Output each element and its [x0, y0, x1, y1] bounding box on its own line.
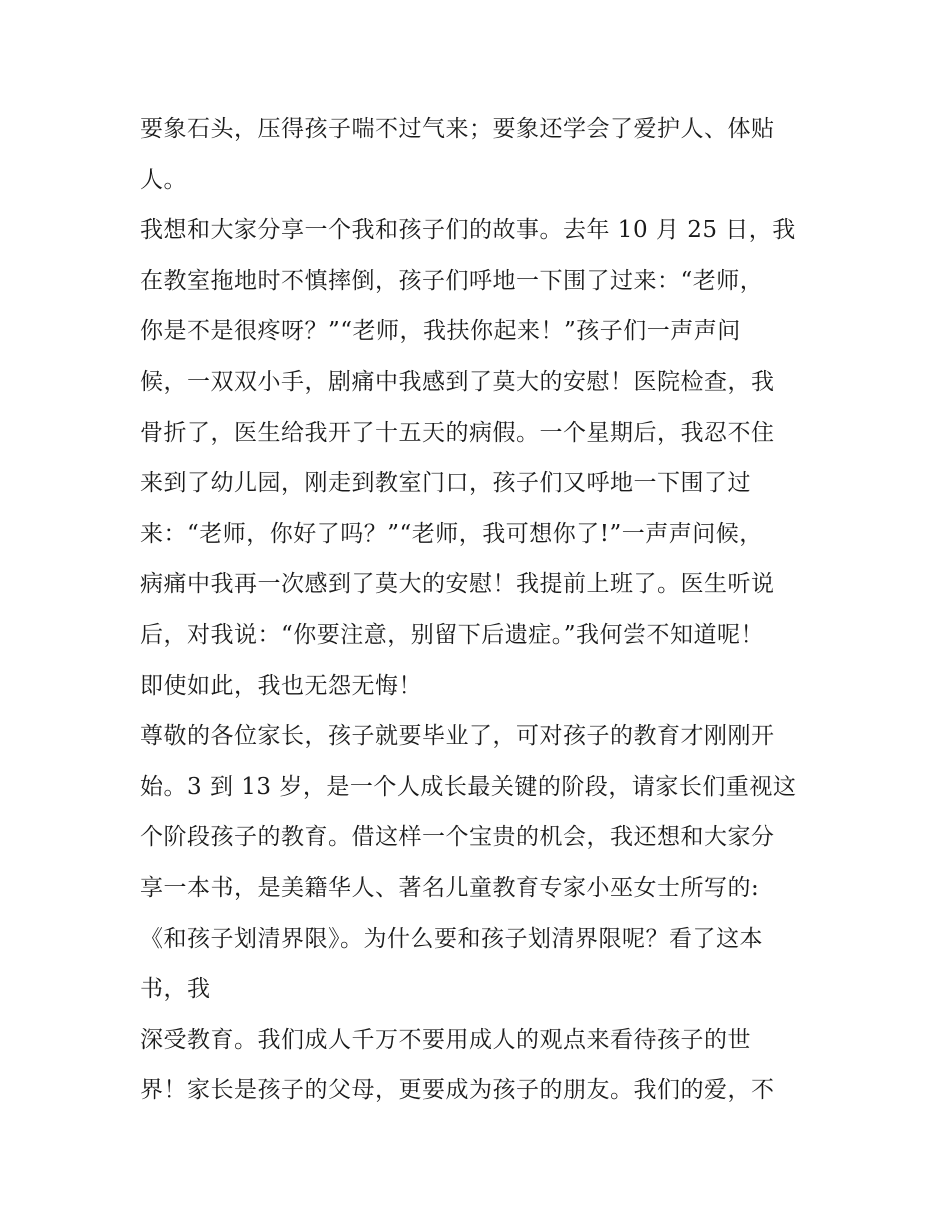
text-line: 深受教育。我们成人千万不要用成人的观点来看待孩子的世: [140, 1026, 751, 1053]
text-line: 要象石头，压得孩子喘不过气来；要象还学会了爱护人、体贴: [140, 116, 775, 142]
text-line: 尊敬的各位家长，孩子就要毕业了，可对孩子的教育才刚刚开: [140, 723, 775, 750]
text-line: 始。3 到 13 岁，是一个人成长最关键的阶段，请家长们重视这: [140, 773, 797, 800]
text-line: 候，一双双小手，剧痛中我感到了莫大的安慰！医院检查，我: [140, 368, 775, 395]
body-text: [140, 104, 820, 1116]
text-line: 享一本书，是美籍华人、著名儿童教育专家小巫女士所写的:: [140, 874, 760, 901]
text-line: 在教室拖地时不慎摔倒，孩子们呼地一下围了过来：“老师，: [140, 267, 764, 294]
text-line: 界！家长是孩子的父母，更要成为孩子的朋友。我们的爱，不: [140, 1077, 775, 1104]
text-line: 来：“老师，你好了吗？”“老师，我可想你了!”一声声问候，: [140, 520, 763, 547]
text-line: 人。: [140, 166, 187, 193]
text-line: 骨折了，医生给我开了十五天的病假。一个星期后，我忍不住: [140, 419, 775, 446]
text-line: 个阶段孩子的教育。借这样一个宝贵的机会，我还想和大家分: [140, 824, 775, 851]
text-line: 即使如此，我也无怨无悔！: [140, 672, 422, 699]
text-line: 病痛中我再一次感到了莫大的安慰！我提前上班了。医生听说: [140, 571, 775, 598]
text-line: 《和孩子划清界限》。为什么要和孩子划清界限呢？看了这本: [140, 925, 763, 952]
text-line: 你是不是很疼呀？”“老师，我扶你起来！”孩子们一声声问: [140, 318, 741, 345]
text-line: 来到了幼儿园，刚走到教室门口，孩子们又呼地一下围了过: [140, 470, 751, 497]
text-line: 书，我: [140, 976, 211, 1003]
text-line: 后，对我说：“你要注意，别留下后遗症。”我何尝不知道呢！: [140, 621, 765, 648]
text-line: 我想和大家分享一个我和孩子们的故事。去年 10 月 25 日，我: [140, 217, 796, 244]
